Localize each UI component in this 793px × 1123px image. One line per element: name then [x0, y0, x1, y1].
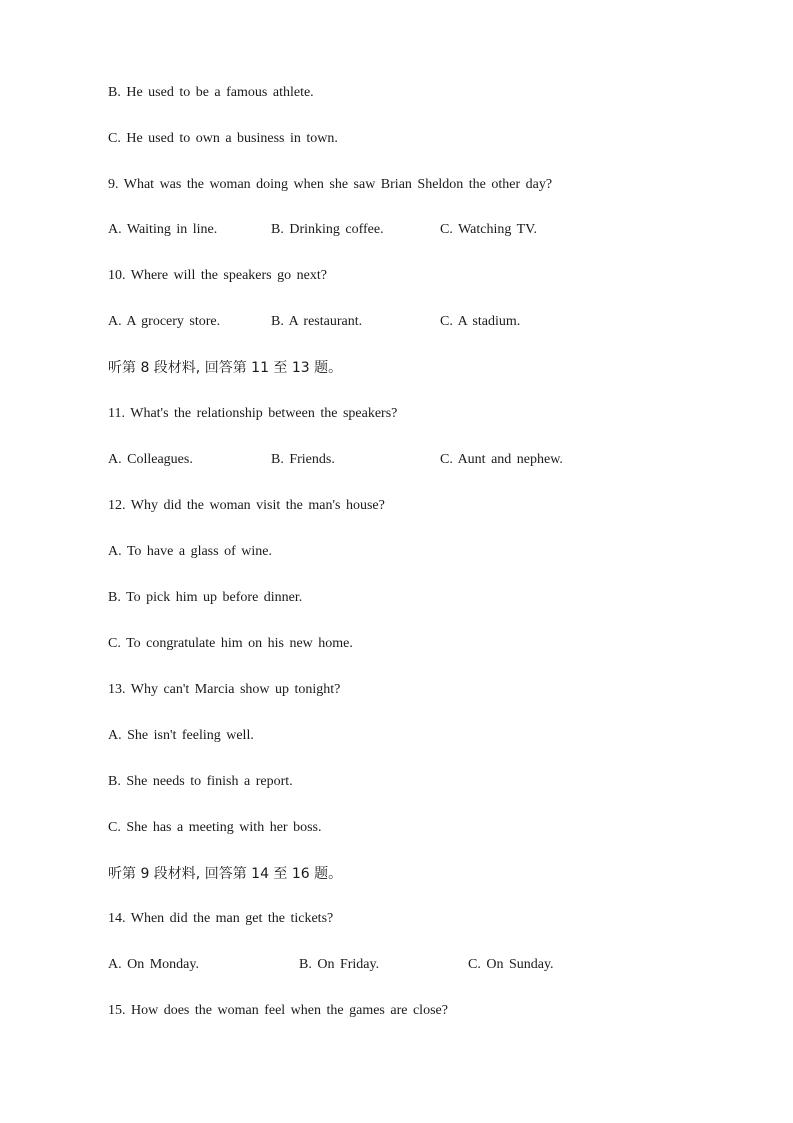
- option-line: B. To pick him up before dinner.: [108, 590, 303, 605]
- question-line: 11. What's the relationship between the speakers?: [108, 406, 398, 421]
- options-row: [108, 312, 708, 332]
- option-b: B. Drinking coffee.: [271, 222, 384, 237]
- option-line: B. He used to be a famous athlete.: [108, 85, 314, 100]
- option-c: C. On Sunday.: [468, 957, 554, 972]
- option-a: A. On Monday.: [108, 957, 199, 972]
- question-line: 9. What was the woman doing when she saw Brian Sheldon the other day?: [108, 177, 553, 192]
- section-heading: 听第 9 段材料, 回答第 14 至 16 题。: [108, 866, 343, 882]
- option-line: C. She has a meeting with her boss.: [108, 820, 322, 835]
- option-line: C. He used to own a business in town.: [108, 131, 338, 146]
- option-line: A. To have a glass of wine.: [108, 544, 272, 559]
- question-line: 12. Why did the woman visit the man's house?: [108, 498, 385, 513]
- options-row: [108, 450, 708, 470]
- option-line: C. To congratulate him on his new home.: [108, 636, 353, 651]
- option-c: C. A stadium.: [440, 314, 521, 329]
- option-line: B. She needs to finish a report.: [108, 774, 293, 789]
- options-row: [108, 220, 708, 240]
- option-line: A. She isn't feeling well.: [108, 728, 254, 743]
- option-b: B. Friends.: [271, 452, 335, 467]
- option-b: B. On Friday.: [299, 957, 380, 972]
- option-c: C. Watching TV.: [440, 222, 537, 237]
- option-a: A. Colleagues.: [108, 452, 193, 467]
- option-a: A. A grocery store.: [108, 314, 221, 329]
- option-c: C. Aunt and nephew.: [440, 452, 563, 467]
- question-line: 15. How does the woman feel when the games are close?: [108, 1003, 448, 1018]
- question-line: 13. Why can't Marcia show up tonight?: [108, 682, 341, 697]
- question-line: 14. When did the man get the tickets?: [108, 911, 334, 926]
- options-row: [108, 955, 708, 975]
- section-heading: 听第 8 段材料, 回答第 11 至 13 题。: [108, 360, 343, 376]
- question-line: 10. Where will the speakers go next?: [108, 268, 327, 283]
- option-b: B. A restaurant.: [271, 314, 363, 329]
- option-a: A. Waiting in line.: [108, 222, 218, 237]
